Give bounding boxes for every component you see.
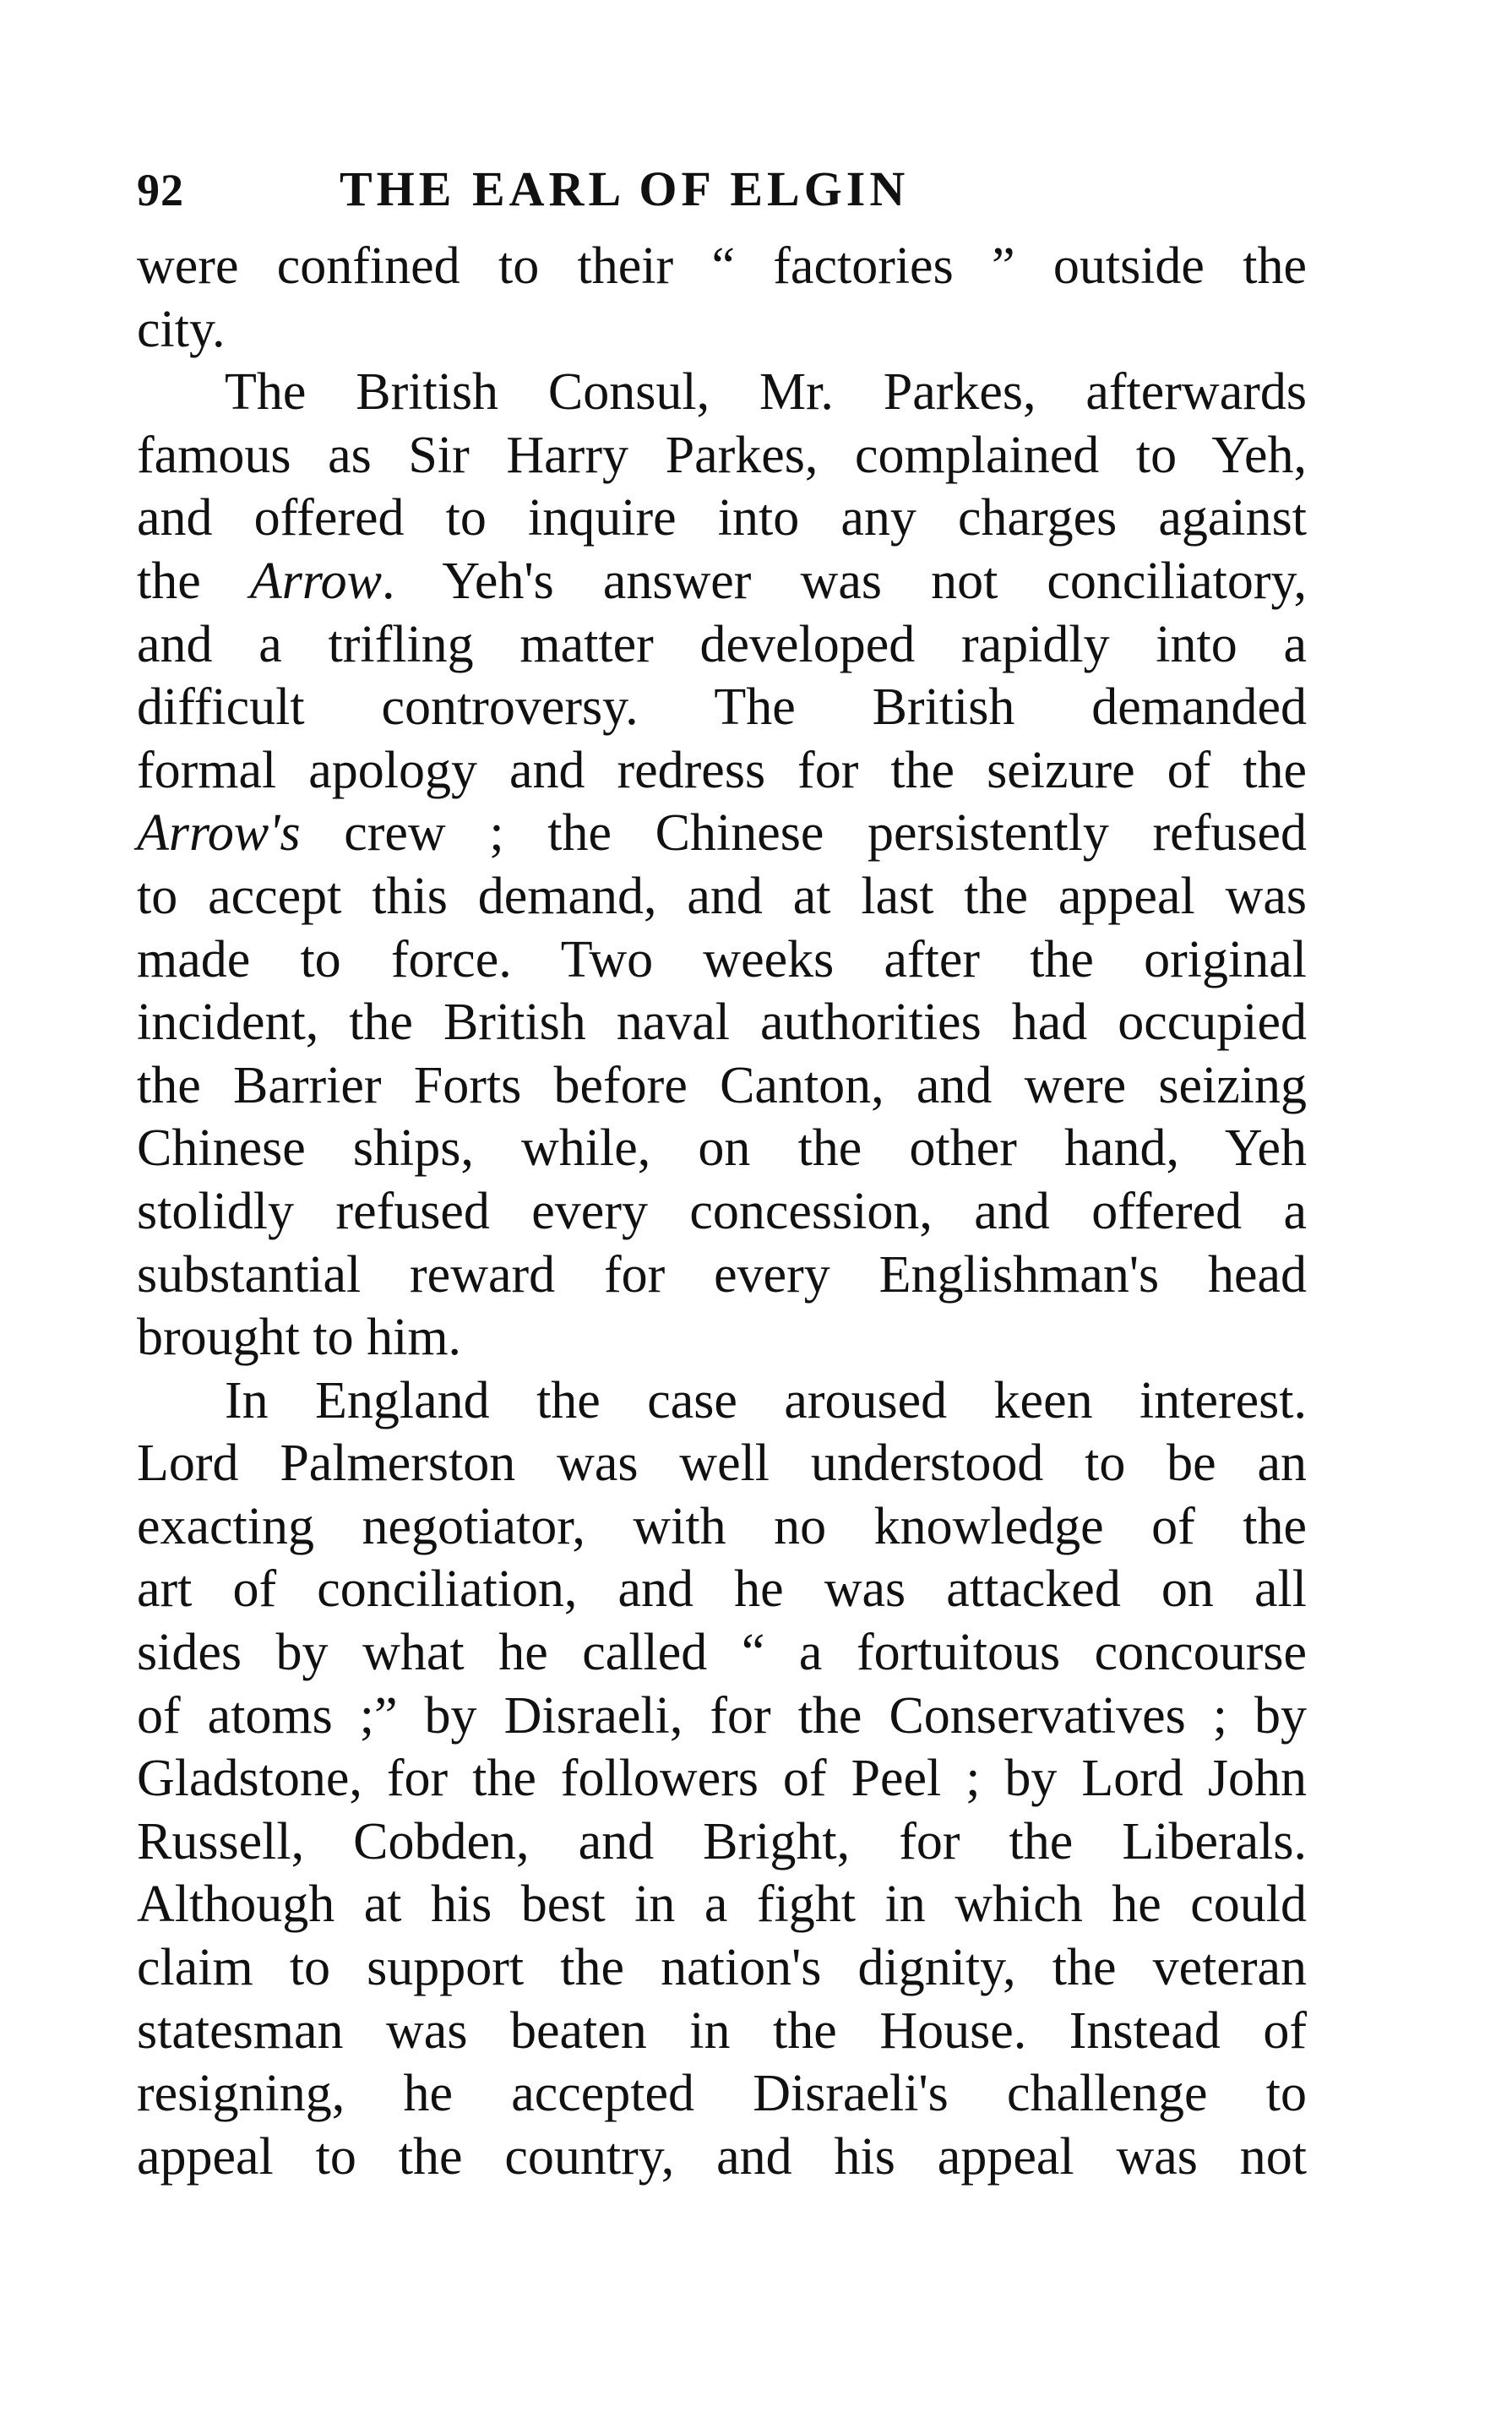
paragraph: [137, 361, 1307, 1369]
text-line: art of conciliation, and he was attacked on all: [137, 1560, 1307, 1619]
text-line: difficult controversy. The British demanded: [137, 678, 1307, 737]
paragraph: [137, 1369, 1307, 2189]
text-line: In England the case aroused keen interest.: [225, 1371, 1307, 1429]
text-line: incident, the British naval authorities had occupied: [137, 994, 1307, 1052]
page-header: [137, 161, 1307, 228]
text-line: brought to him.: [137, 1309, 462, 1367]
page-number: 92: [137, 165, 184, 215]
paragraph: [137, 235, 1307, 361]
body-text: [137, 235, 1307, 2188]
text-line: statesman was beaten in the House. Instead of: [137, 2001, 1307, 2060]
text-line: to accept this demand, and at last the appeal was: [137, 867, 1307, 925]
text-line: and offered to inquire into any charges against: [137, 489, 1307, 547]
text-line: Lord Palmerston was well understood to be an: [137, 1435, 1307, 1493]
text-line: the Arrow. Yeh's answer was not conciliatory,: [137, 552, 1307, 610]
text-line: were confined to their “ factories ” outside the: [137, 237, 1307, 295]
text-line: of atoms ;” by Disraeli, for the Conservatives ; by: [137, 1686, 1307, 1745]
text-line: exacting negotiator, with no knowledge of the: [137, 1497, 1307, 1555]
text-line: The British Consul, Mr. Parkes, afterwards: [225, 363, 1307, 422]
text-line: Arrow's crew ; the Chinese persistently refused: [137, 804, 1307, 863]
text-line: the Barrier Forts before Canton, and were seizing: [137, 1056, 1307, 1114]
text-line: appeal to the country, and his appeal was not: [137, 2127, 1307, 2186]
text-line: claim to support the nation's dignity, the veteran: [137, 1939, 1307, 1997]
text-line: and a trifling matter developed rapidly into a: [137, 615, 1307, 673]
text-line: formal apology and redress for the seizure of the: [137, 741, 1307, 799]
book-page: [137, 161, 1307, 2188]
text-line: Russell, Cobden, and Bright, for the Liberals.: [137, 1812, 1307, 1870]
ship-name-italic: Arrow: [249, 552, 383, 610]
text-line: sides by what he called “ a fortuitous concourse: [137, 1624, 1307, 1682]
text-line: famous as Sir Harry Parkes, complained to Yeh,: [137, 426, 1307, 484]
text-line: substantial reward for every Englishman's head: [137, 1245, 1307, 1304]
running-head: THE EARL OF ELGIN: [340, 161, 910, 216]
text-line: Gladstone, for the followers of Peel ; by Lord John: [137, 1750, 1307, 1808]
text-line: made to force. Two weeks after the original: [137, 930, 1307, 988]
text-line: resigning, he accepted Disraeli's challenge to: [137, 2065, 1307, 2123]
text-line: city.: [137, 300, 226, 358]
ship-name-italic: Arrow's: [137, 804, 301, 863]
text-line: Although at his best in a fight in which he could: [137, 1876, 1307, 1934]
text-line: stolidly refused every concession, and offered a: [137, 1182, 1307, 1240]
text-line: Chinese ships, while, on the other hand, Yeh: [137, 1119, 1307, 1178]
